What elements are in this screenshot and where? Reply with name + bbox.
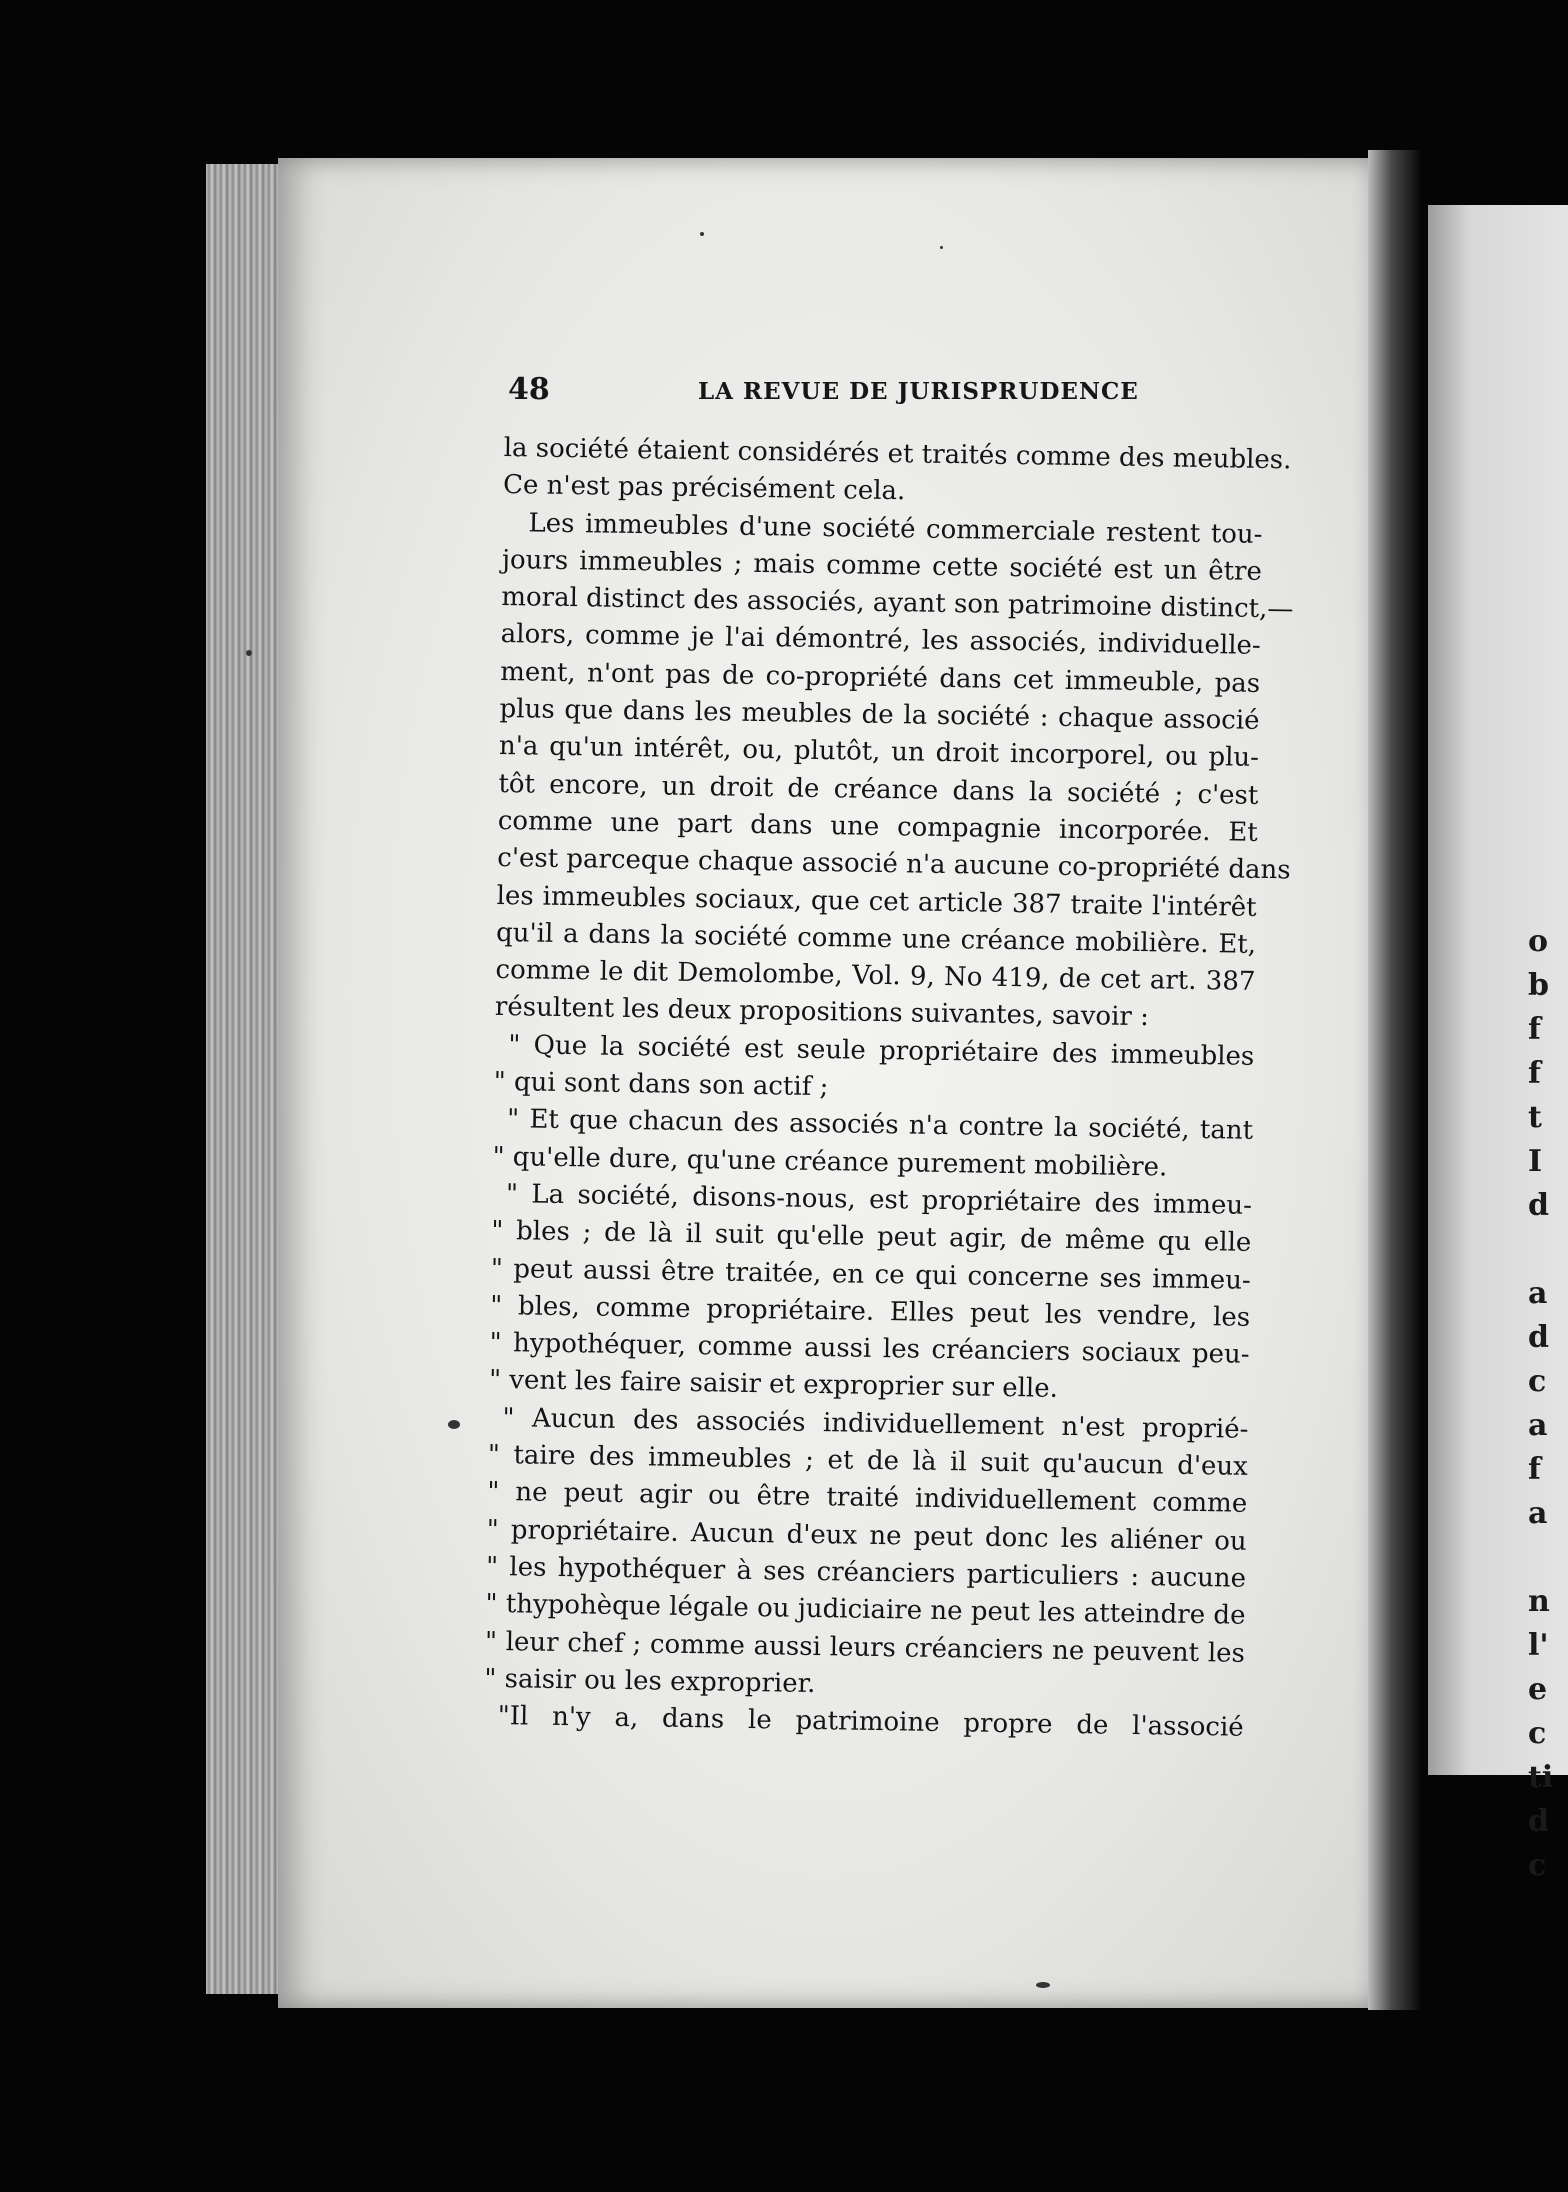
quote-line: " saisir ou les exproprier. [484,1663,816,1699]
facing-page-letter: b [1528,968,1549,1003]
text-line: résultent les deux propositions suivantes, savoir : [494,992,1150,1033]
facing-page-letters [1528,920,1553,1888]
scan-speck [448,1420,460,1429]
text-line: jours immeubles ; mais comme cette société est un être [501,544,1263,587]
running-title: LA REVUE DE JURISPRUDENCE [698,378,1139,405]
quote-line: " propriétaire. Aucun d'eux ne peut donc les aliéner ou [486,1514,1247,1557]
facing-page-letter: d [1528,1188,1549,1223]
text-line: moral distinct des associés, ayant son patrimoine distinct,— [501,582,1294,625]
text-line: ment, n'ont pas de co-propriété dans cet immeuble, pas [499,656,1261,699]
quote-line: " taire des immeubles ; et de là il suit qu'aucun d'eux [487,1439,1249,1482]
running-header [508,372,1139,416]
facing-page-letter: f [1528,1056,1541,1091]
scan-speck [1036,1982,1050,1988]
text-line: comme une part dans une compagnie incorporée. Et [497,805,1259,848]
quote-line: " bles ; de là il suit qu'elle peut agir, de même qu elle [491,1216,1252,1259]
quote-line: " qu'elle dure, qu'une créance purement mobilière. [492,1141,1168,1183]
facing-page-letter: a [1528,1496,1548,1531]
facing-page-letter: ti [1528,1760,1554,1795]
text-line: Les immeubles d'une société commerciale restent tou- [528,507,1263,550]
scan-speck [940,246,943,249]
quote-line: " vent les faire saisir et exproprier sur elle. [488,1365,1059,1405]
quote-line: " peut aussi être traitée, en ce qui concerne ses immeu- [490,1253,1251,1296]
page-number: 48 [508,372,550,407]
facing-page-letter [1528,1228,1553,1272]
text-line: qu'il a dans la société comme une créance mobilière. Et, [495,917,1257,960]
quote-line: "Il n'y a, dans le patrimoine propre de l'associé [497,1701,1244,1743]
facing-page-letter [1528,1536,1553,1580]
quote-line: " qui sont dans son actif ; [493,1066,829,1103]
quote-line: " Aucun des associés individuellement n'est proprié- [502,1402,1249,1445]
quote-line: " hypothéquer, comme aussi les créanciers sociaux peu- [489,1328,1250,1370]
text-line: n'a qu'un intérêt, ou, plutôt, un droit incorporel, ou plu- [498,731,1260,774]
facing-page-letter: n [1528,1584,1550,1619]
quote-line: " Et que chacun des associés n'a contre la société, tant [506,1104,1254,1147]
quote-line: " ne peut agir ou être traité individuellement comme [487,1477,1248,1520]
facing-page-letter: a [1528,1276,1548,1311]
facing-page-letter: c [1528,1716,1547,1751]
text-line: plus que dans les meubles de la société : chaque associé [499,694,1260,736]
facing-page-letter: o [1528,924,1549,959]
text-line: c'est parceque chaque associé n'a aucune co-propriété dans [497,843,1291,886]
text-line: comme le dit Demolombe, Vol. 9, No 419, de cet art. 387 [495,955,1256,998]
quote-line: " bles, comme propriétaire. Elles peut les vendre, les [490,1290,1251,1333]
facing-page-letter: f [1528,1012,1541,1047]
facing-page-letter: d [1528,1804,1549,1839]
quote-line: " les hypothéquer à ses créanciers particuliers : aucune [485,1551,1247,1594]
quote-line: " leur chef ; comme aussi leurs créanciers ne peuvent les [484,1626,1246,1669]
text-line: les immeubles sociaux, que cet article 387 traite l'intérêt [496,880,1257,923]
text-line: tôt encore, un droit de créance dans la société ; c'est [498,768,1259,811]
facing-page-letter: I [1528,1144,1543,1179]
scan-speck [700,232,704,236]
text-line: la société étaient considérés et traités comme des meubles. [503,432,1292,476]
facing-page-letter: l' [1528,1628,1549,1663]
quote-line: " thypohèque légale ou judiciaire ne peut les atteindre de [485,1589,1246,1631]
facing-page-letter: e [1528,1672,1548,1707]
gutter-shadow [1368,150,1420,2010]
facing-page-letter: a [1528,1408,1548,1443]
scan-speck [246,650,252,656]
facing-page-letter: c [1528,1364,1547,1399]
quote-line: " La société, disons-nous, est propriétaire des immeu- [505,1179,1253,1221]
text-line: Ce n'est pas précisément cela. [502,470,906,507]
facing-page-letter: f [1528,1452,1541,1487]
facing-page-letter: d [1528,1320,1549,1355]
quote-line: " Que la société est seule propriétaire des immeubles [508,1029,1255,1072]
text-line: alors, comme je l'ai démontré, les associés, individuelle- [500,619,1261,662]
facing-page-letter: c [1528,1848,1547,1883]
body-text [483,430,1294,1747]
facing-page-letter: t [1528,1100,1542,1135]
